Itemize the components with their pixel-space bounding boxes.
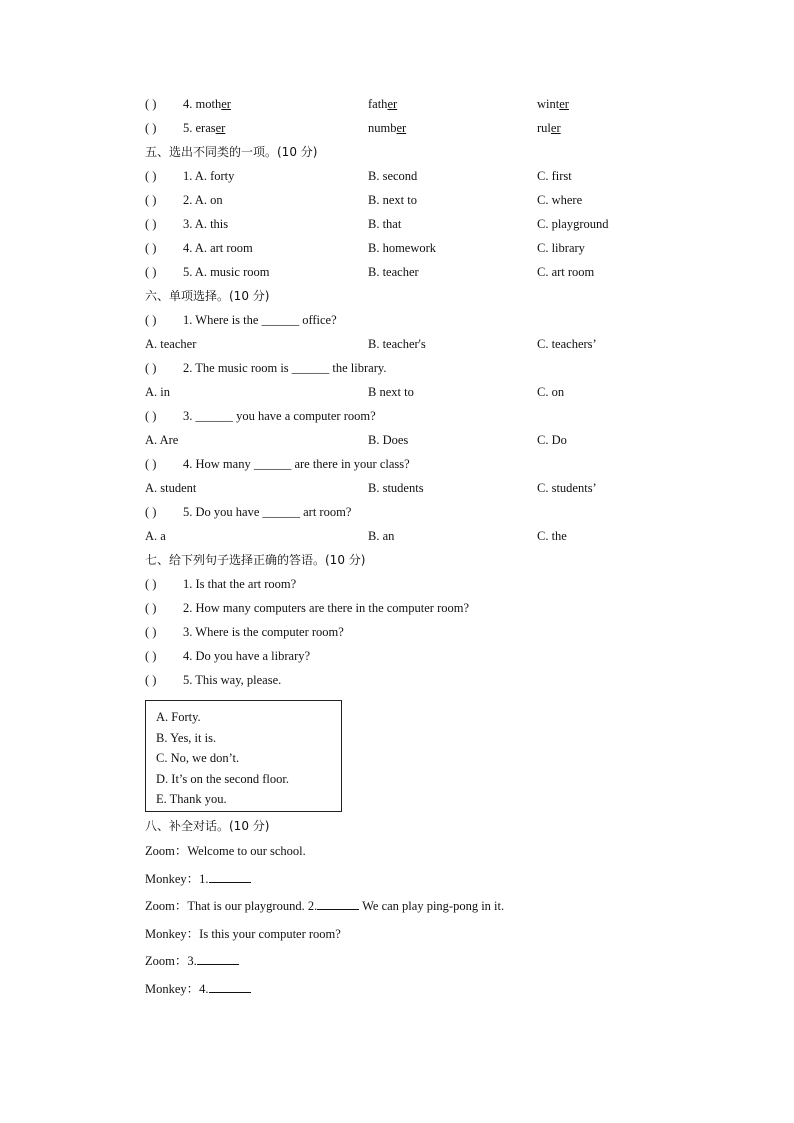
question-row: [145, 308, 665, 332]
speaker: Monkey：: [145, 871, 200, 886]
choice-c: C. students’: [537, 481, 597, 495]
option-a: [145, 236, 253, 260]
choices-row: [145, 428, 665, 452]
option-c: C. playground: [537, 217, 609, 231]
word-row: [145, 116, 665, 140]
answer-paren: ( ): [145, 457, 157, 471]
question-text: 3. ______ you have a computer room?: [183, 409, 376, 423]
choice-a: A. a: [145, 529, 166, 543]
answer-option: A. Forty.: [156, 710, 201, 724]
question-row: [145, 404, 665, 428]
section-7-title: 七、给下列句子选择正确的答语。(10 分): [145, 553, 366, 567]
line-text: 1.: [199, 871, 209, 886]
answer-paren: ( ): [145, 241, 157, 255]
odd-one-out-row: [145, 260, 665, 284]
speaker: Zoom：: [145, 954, 188, 968]
dialogue-line: [145, 838, 665, 866]
line-text: 4.: [199, 981, 209, 996]
odd-one-out-row: [145, 236, 665, 260]
question-text: 5. Do you have ______ art room?: [183, 505, 352, 519]
choice-b: B. Does: [368, 433, 409, 447]
answer-paren: ( ): [145, 673, 157, 687]
question-row: [145, 620, 665, 644]
option-a-text: 5. A. music room: [183, 265, 270, 279]
choices-row: [145, 476, 665, 500]
answer-paren: ( ): [145, 169, 157, 183]
question-text: 3. Where is the computer room?: [183, 625, 344, 639]
section-7-rows: [145, 572, 665, 692]
answer-paren: ( ): [145, 505, 157, 519]
option-c: C. where: [537, 193, 583, 207]
choice-a: A. in: [145, 385, 170, 399]
question: [145, 620, 344, 644]
answer-paren: ( ): [145, 361, 157, 375]
question-row: [145, 644, 665, 668]
choice-b: B. an: [368, 529, 395, 543]
question-row: [145, 452, 665, 476]
choice-b: B. teacher's: [368, 337, 426, 351]
question-text: 1. Where is the ______ office?: [183, 313, 337, 327]
underlined-letters: er: [396, 121, 407, 135]
option-c: C. library: [537, 241, 585, 255]
choice-a: A. student: [145, 481, 197, 495]
word-col-1: [145, 116, 225, 140]
answer-paren: ( ): [145, 97, 157, 111]
section-5-rows: [145, 164, 665, 284]
choice-a: A. teacher: [145, 337, 197, 351]
choice-c: C. on: [537, 385, 565, 399]
option-b: B. homework: [368, 241, 437, 255]
item-number: 5.: [183, 121, 193, 135]
word-stem: numb: [368, 121, 397, 135]
answer-option: C. No, we don’t.: [156, 751, 240, 765]
question: [145, 644, 310, 668]
option-a-text: 2. A. on: [183, 193, 223, 207]
option-b: B. teacher: [368, 265, 419, 279]
question-text: 4. How many ______ are there in your class?: [183, 457, 410, 471]
question: [145, 452, 410, 476]
underlined-letters: er: [215, 121, 226, 135]
fill-blank: [317, 897, 359, 910]
word-stem: fath: [368, 97, 388, 111]
answer-paren: ( ): [145, 313, 157, 327]
choice-a: A. Are: [145, 433, 179, 447]
section-8-dialogue: [145, 838, 665, 1003]
speaker: Monkey：: [145, 981, 200, 996]
option-a-text: 4. A. art room: [183, 241, 253, 255]
answer-paren: ( ): [145, 121, 157, 135]
dialogue-line: [145, 866, 665, 894]
section-5-title: 五、选出不同类的一项。(10 分): [145, 145, 318, 159]
option-a-text: 3. A. this: [183, 217, 229, 231]
option-a: [145, 164, 234, 188]
question-text: 5. This way, please.: [183, 673, 282, 687]
question: [145, 596, 469, 620]
word-stem: moth: [195, 97, 222, 111]
answer-option: E. Thank you.: [156, 792, 227, 806]
choices-row: [145, 332, 665, 356]
choice-c: C. teachers’: [537, 337, 597, 351]
question: [145, 356, 386, 380]
word-row: [145, 92, 665, 116]
question-row: [145, 572, 665, 596]
fill-blank: [209, 980, 251, 993]
answer-paren: ( ): [145, 625, 157, 639]
question-row: [145, 356, 665, 380]
answer-paren: ( ): [145, 265, 157, 279]
speaker: Monkey：: [145, 926, 200, 941]
line-text: That is our playground. 2.: [187, 899, 318, 913]
fill-blank: [209, 870, 251, 883]
question-row: [145, 500, 665, 524]
section-6-title: 六、单项选择。(10 分): [145, 289, 270, 303]
question: [145, 500, 351, 524]
question-text: 2. The music room is ______ the library.: [183, 361, 387, 375]
question: [145, 308, 337, 332]
answer-options-box: [145, 700, 342, 812]
underlined-letters: er: [387, 97, 398, 111]
section-6-rows: [145, 308, 665, 548]
odd-one-out-row: [145, 212, 665, 236]
fill-blank: [197, 952, 239, 965]
answer-paren: ( ): [145, 217, 157, 231]
option-c: C. first: [537, 169, 572, 183]
speaker: Zoom：: [145, 899, 188, 913]
option-b: B. next to: [368, 193, 417, 207]
word-col-2: [368, 92, 397, 116]
line-text: Is this your computer room?: [199, 926, 341, 941]
question-text: 4. Do you have a library?: [183, 649, 311, 663]
odd-one-out-row: [145, 164, 665, 188]
dialogue-line: [145, 893, 665, 921]
underlined-letters: er: [550, 121, 561, 135]
odd-one-out-row: [145, 188, 665, 212]
dialogue-line: [145, 976, 665, 1004]
question-row: [145, 596, 665, 620]
section-4-continuation: [145, 92, 665, 140]
choices-row: [145, 524, 665, 548]
word-stem: rul: [537, 121, 551, 135]
word-stem: wint: [537, 97, 560, 111]
question-text: 1. Is that the art room?: [183, 577, 297, 591]
answer-option: D. It’s on the second floor.: [156, 771, 289, 786]
worksheet-page: [145, 92, 665, 1003]
choice-b: B next to: [368, 385, 414, 399]
choice-c: C. the: [537, 529, 567, 543]
question: [145, 404, 376, 428]
speaker: Zoom：: [145, 844, 188, 858]
answer-paren: ( ): [145, 649, 157, 663]
question: [145, 572, 296, 596]
option-a: [145, 188, 223, 212]
choice-c: C. Do: [537, 433, 567, 447]
question-text: 2. How many computers are there in the computer room?: [183, 601, 470, 615]
word-col-2: [368, 116, 406, 140]
line-text: Welcome to our school.: [187, 844, 306, 858]
option-b: B. that: [368, 217, 402, 231]
word-col-3: [537, 92, 569, 116]
answer-paren: ( ): [145, 601, 157, 615]
question: [145, 668, 281, 692]
underlined-letters: er: [559, 97, 569, 111]
line-text-after: We can play ping-pong in it.: [359, 899, 505, 913]
option-b: B. second: [368, 169, 418, 183]
option-a: [145, 260, 269, 284]
underlined-letters: er: [221, 97, 231, 111]
answer-paren: ( ): [145, 577, 157, 591]
word-col-3: [537, 116, 561, 140]
option-c: C. art room: [537, 265, 595, 279]
word-stem: eras: [195, 121, 216, 135]
answer-option: B. Yes, it is.: [156, 730, 217, 745]
section-8-title: 八、补全对话。(10 分): [145, 819, 270, 833]
line-text: 3.: [187, 954, 197, 968]
item-number: 4.: [183, 97, 193, 111]
word-col-1: [145, 92, 231, 116]
option-a-text: 1. A. forty: [183, 169, 235, 183]
dialogue-line: [145, 921, 665, 949]
option-a: [145, 212, 228, 236]
answer-paren: ( ): [145, 409, 157, 423]
dialogue-line: [145, 948, 665, 976]
answer-paren: ( ): [145, 193, 157, 207]
choice-b: B. students: [368, 481, 424, 495]
choices-row: [145, 380, 665, 404]
question-row: [145, 668, 665, 692]
